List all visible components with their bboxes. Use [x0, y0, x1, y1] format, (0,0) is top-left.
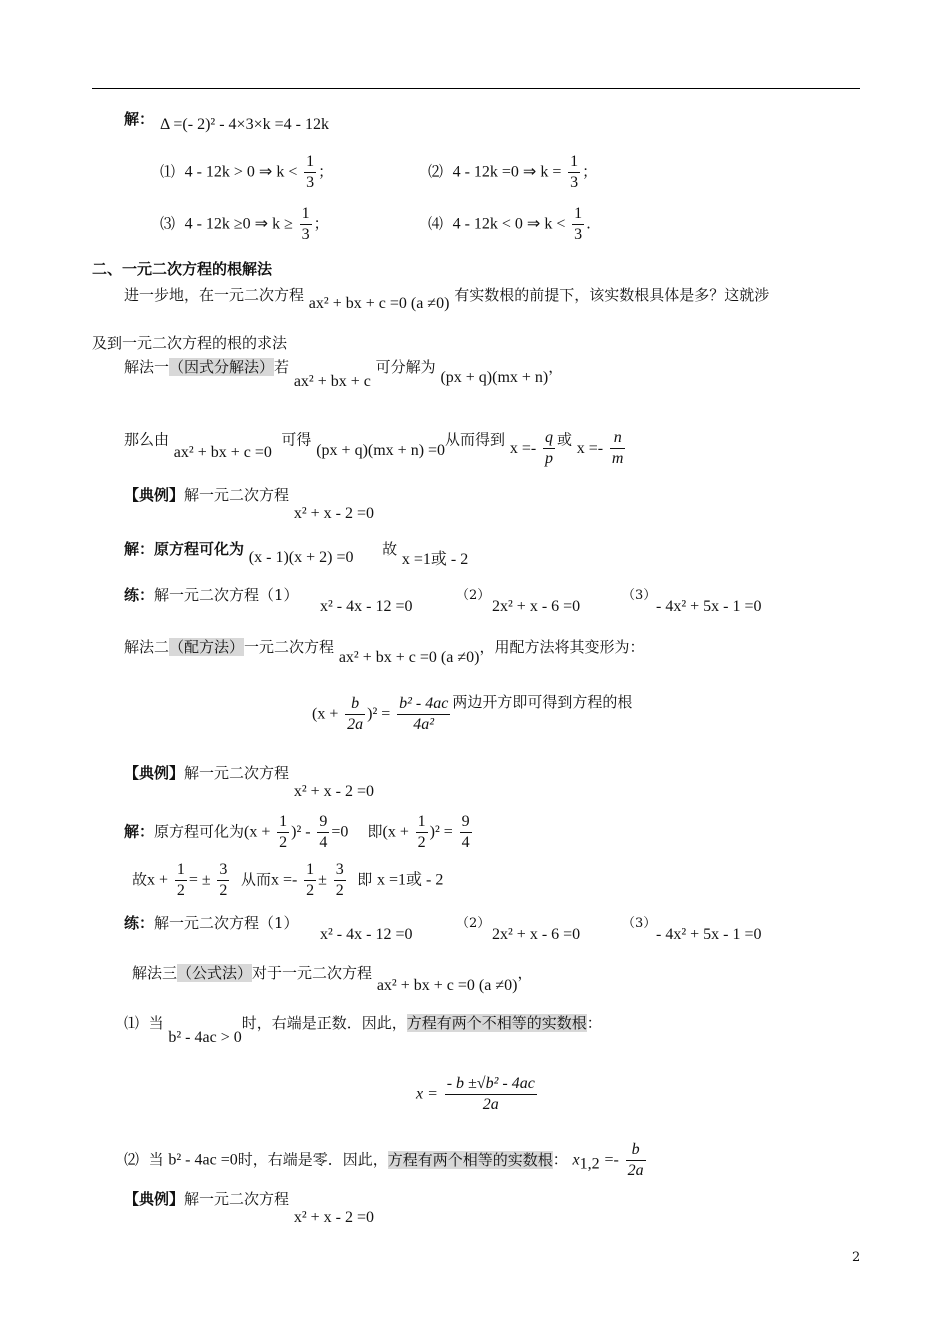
formula-case-1: ⑴ 当 b² - 4ac > 0时，右端是正数．因此，方程有两个不相等的实数根： — [124, 1014, 602, 1046]
case-4: ⑷ 4 - 12k < 0 ⇒ k < $\frac{1}{3}$ . — [428, 205, 591, 243]
practice-1-eq3: - 4x² + 5x - 1 =0 — [656, 598, 762, 615]
section-title: 二、一元二次方程的根解法 — [92, 260, 273, 278]
intro-line-2: 及到一元二次方程的根的求法 — [92, 334, 288, 352]
example-2: 【典例】解一元二次方程 x² + x - 2 =0 — [124, 764, 374, 800]
formula-case-2: ⑵ 当 b² - 4ac =0时，右端是零．因此，方程有两个相等的实数根： $x_{1,2}$ =- $\frac{b}{2a}$ — [124, 1141, 644, 1179]
method2-formula: (x + $\frac{b}{2a}$ )² = $\frac{\text{b² - 4ac}}{\text{4a²}}$ 两边开方即可得到方程的根 — [312, 692, 633, 733]
solution-2-line-2: 故x + $\frac{1}{2}$ = ± $\frac{3}{2}$ 从而x =- $\frac{1}{2}$ ± $\frac{3}{2}$ 即 x =1或 - 2 — [132, 861, 444, 899]
practice-1-n2: （2） — [456, 588, 491, 603]
practice-1: 练：解一元二次方程（1） — [124, 586, 299, 604]
practice-2-eq1: x² - 4x - 12 =0 — [320, 926, 413, 943]
case-1: ⑴ 4 - 12k > 0 ⇒ k < $\frac{1}{3}$ ； — [160, 153, 334, 191]
practice-2-eq2: 2x² + x - 6 =0 — [492, 926, 581, 943]
practice-1-n3: （3） — [622, 588, 657, 603]
practice-2-n2: （2） — [456, 916, 491, 931]
header-rule — [92, 88, 860, 89]
method3-line: 解法三（公式法）对于一元二次方程 ax² + bx + c =0 (a ≠0)， — [132, 964, 533, 994]
method2-line: 解法二（配方法）一元二次方程 ax² + bx + c =0 (a ≠0)，用配方法将其变形为： — [124, 638, 645, 666]
practice-2-eq3: - 4x² + 5x - 1 =0 — [656, 926, 762, 943]
method1-then: 那么由 ax² + bx + c =0 可得 (px + q)(mx + n) =0从而得到 x =- $\frac{q}{p}$ 或 x =- $\frac{n}{m}$ — [124, 429, 624, 467]
practice-1-eq2: 2x² + x - 6 =0 — [492, 598, 581, 615]
page-number: 2 — [852, 1250, 861, 1265]
solution-1: 解：原方程可化为 (x - 1)(x + 2) =0 故 x =1或 - 2 — [124, 540, 469, 568]
solution-2-line-1: 解：原方程可化为(x + $\frac{1}{2}$ )² - $\frac{9}{4}$ =0 即(x + $\frac{1}{2}$ )² = $\frac{9}{4}$ — [124, 813, 470, 851]
practice-1-eq1: x² - 4x - 12 =0 — [320, 598, 413, 615]
case-3: ⑶ 4 - 12k ≥0 ⇒ k ≥ $\frac{1}{3}$ ； — [160, 205, 329, 243]
solve-label: 解： — [124, 110, 155, 128]
example-1: 【典例】解一元二次方程 x² + x - 2 =0 — [124, 486, 374, 522]
case-2: ⑵ 4 - 12k =0 ⇒ k = $\frac{1}{3}$ ； — [428, 153, 598, 191]
delta-expression: Δ =(- 2)² - 4×3×k =4 - 12k — [160, 116, 329, 133]
intro-line-1: 进一步地，在一元二次方程 ax² + bx + c =0 (a ≠0) 有实数根的前提下，该实数根具体是多？这就涉 — [124, 286, 770, 312]
quadratic-formula: x = $\frac{\text{- b ±√b² - 4ac}}{2a}$ — [416, 1075, 535, 1113]
example-3: 【典例】解一元二次方程 x² + x - 2 =0 — [124, 1190, 374, 1226]
practice-2: 练：解一元二次方程（1） — [124, 914, 299, 932]
method1-line: 解法一（因式分解法）若 ax² + bx + c 可分解为 (px + q)(mx + n)， — [124, 358, 564, 390]
practice-2-n3: （3） — [622, 916, 657, 931]
